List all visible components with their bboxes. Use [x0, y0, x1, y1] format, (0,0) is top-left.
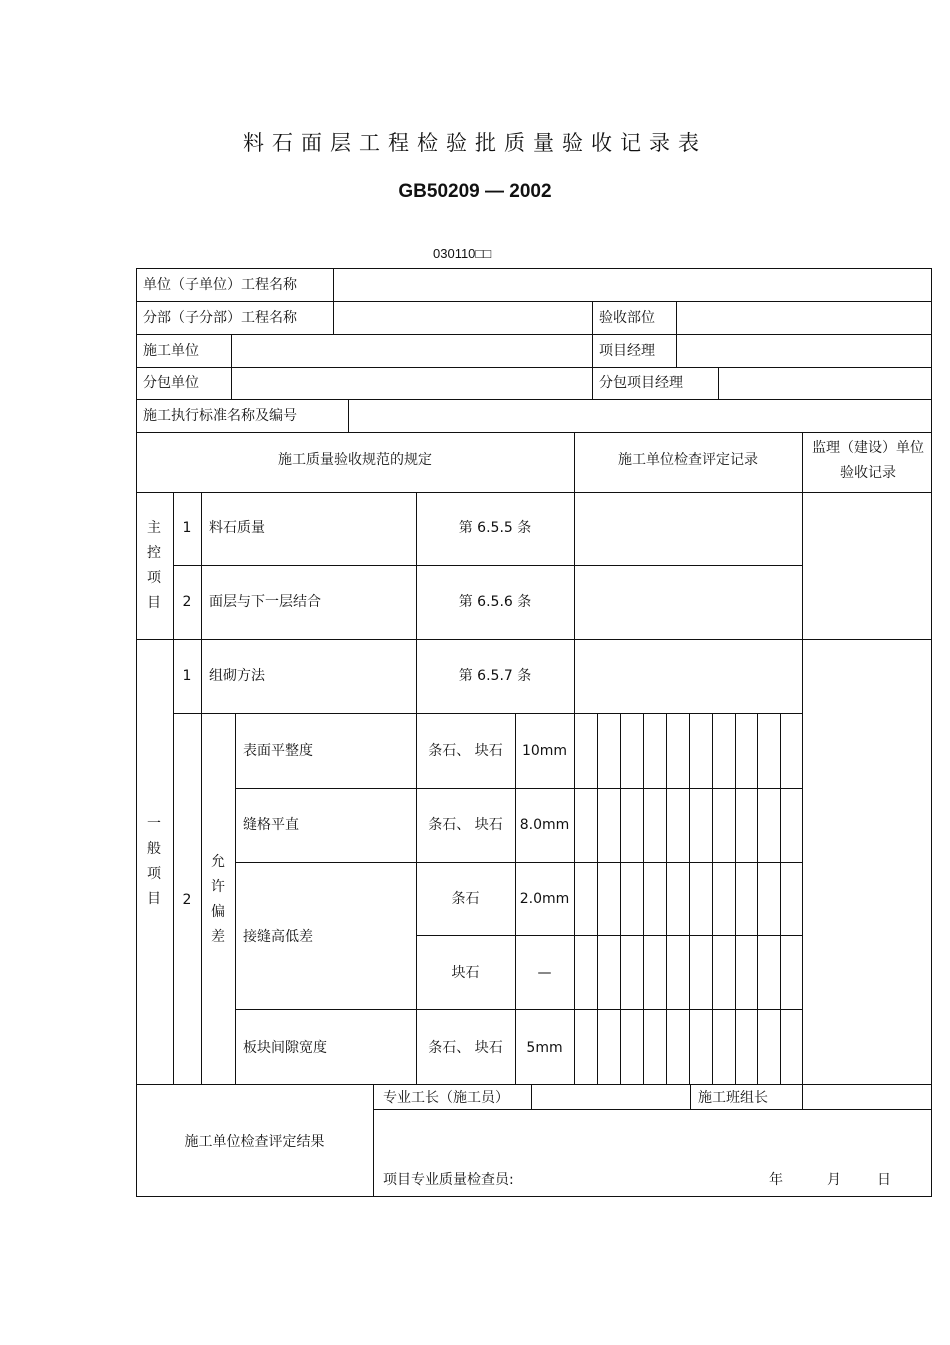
construction-unit-label: 施工单位 — [143, 343, 199, 359]
subdivision-label: 分部（子分部）工程名称 — [143, 310, 297, 326]
deviation-row-1-type: 条石、 块石 — [428, 743, 503, 759]
deviation-row-1-value: 10mm — [521, 743, 568, 759]
deviation-row-3b-value: — — [537, 965, 552, 981]
deviation-row-3a-type: 条石 — [451, 891, 480, 907]
main-item-1-clause: 第 6.5.5 条 — [458, 520, 532, 536]
spec-column-header: 施工质量验收规范的规定 — [278, 452, 432, 468]
main-item-2-name: 面层与下一层结合 — [209, 594, 321, 610]
main-item-1-name: 料石质量 — [209, 520, 265, 536]
deviation-row-3a-value: 2.0mm — [519, 891, 570, 907]
deviation-row-4-name: 板块间隙宽度 — [243, 1040, 327, 1056]
date-day-label: 日 — [877, 1172, 891, 1188]
team-leader-label: 施工班组长 — [698, 1090, 768, 1106]
inspection-column-header: 施工单位检查评定记录 — [618, 452, 758, 468]
subcontract-unit-label: 分包单位 — [143, 375, 199, 391]
acceptance-part-label: 验收部位 — [599, 310, 655, 326]
date-month-label: 月 — [827, 1172, 841, 1188]
foreman-label: 专业工长（施工员） — [383, 1090, 509, 1106]
form-title: 料石面层工程检验批质量验收记录表 — [243, 131, 707, 155]
deviation-row-1-name: 表面平整度 — [243, 743, 313, 759]
date-year-label: 年 — [769, 1172, 783, 1188]
general-item-1-clause: 第 6.5.7 条 — [458, 668, 532, 684]
deviation-row-3b-type: 块石 — [451, 965, 480, 981]
general-item-1-name: 组砌方法 — [209, 668, 265, 684]
main-item-2-no: 2 — [182, 594, 192, 610]
main-item-2-clause: 第 6.5.6 条 — [458, 594, 532, 610]
deviation-row-4-value: 5mm — [526, 1040, 563, 1056]
standard-number: GB50209 — 2002 — [398, 181, 552, 202]
inspector-label: 项目专业质量检查员: — [383, 1172, 514, 1188]
general-item-2-no: 2 — [182, 892, 192, 908]
general-item-1-no: 1 — [182, 668, 192, 684]
deviation-row-2-type: 条石、 块石 — [428, 817, 503, 833]
general-label: 一般项目 — [147, 816, 161, 907]
unit-project-label: 单位（子单位）工程名称 — [143, 277, 297, 293]
main-control-label: 主控项目 — [147, 520, 161, 611]
project-manager-label: 项目经理 — [599, 343, 655, 359]
deviation-category-label: 允许偏差 — [211, 854, 225, 945]
deviation-row-2-value: 8.0mm — [519, 817, 570, 833]
main-item-1-no: 1 — [182, 520, 192, 536]
standard-name-label: 施工执行标准名称及编号 — [143, 408, 297, 424]
subcontract-manager-label: 分包项目经理 — [599, 375, 683, 391]
deviation-row-3-name: 接缝高低差 — [243, 929, 313, 945]
result-label: 施工单位检查评定结果 — [184, 1134, 325, 1150]
deviation-row-4-type: 条石、 块石 — [428, 1040, 503, 1056]
supervision-column-header: 监理（建设）单位验收记录 — [812, 440, 924, 481]
form-code: 030110□□ — [433, 246, 492, 261]
deviation-row-2-name: 缝格平直 — [243, 817, 299, 833]
